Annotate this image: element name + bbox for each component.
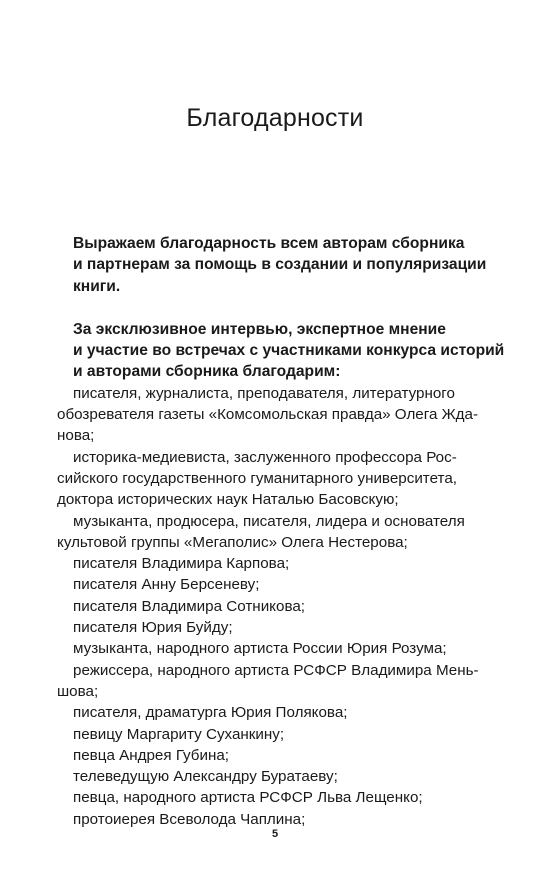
acknowledgement-line: писателя Анну Берсеневу;: [73, 576, 260, 594]
heading-line: и участие во встречах с участниками конкурса историй: [73, 342, 505, 360]
acknowledgement-line: писателя Владимира Карпова;: [73, 555, 290, 573]
heading-line: и авторами сборника благодарим:: [73, 363, 341, 381]
page-body: [57, 233, 505, 830]
acknowledgement-line: певицу Маргариту Суханкину;: [73, 725, 285, 743]
page-number: 5: [271, 828, 279, 840]
acknowledgement-line: певца Андрея Губина;: [73, 746, 230, 764]
acknowledgement-line: протоиерея Всеволода Чаплина;: [73, 810, 306, 828]
acknowledgement-line: доктора исторических наук Наталью Басовскую;: [57, 491, 399, 509]
acknowledgement-line: музыканта, продюсера, писателя, лидера и основателя: [73, 512, 465, 530]
acknowledgement-line: шова;: [57, 682, 99, 700]
acknowledgement-line: писателя Владимира Сотникова;: [73, 597, 306, 615]
acknowledgement-line: писателя, драматурга Юрия Полякова;: [73, 704, 348, 722]
thanks-heading: [73, 319, 505, 383]
acknowledgement-line: музыканта, народного артиста России Юрия Розума;: [73, 640, 447, 658]
page-title: Благодарности: [186, 104, 364, 132]
acknowledgement-line: сийского государственного гуманитарного университета,: [57, 469, 457, 487]
heading-line: За эксклюзивное интервью, экспертное мнение: [73, 320, 446, 338]
acknowledgement-line: обозревателя газеты «Комсомольская правда» Олега Жда-: [57, 406, 479, 424]
acknowledgement-line: историка-медиевиста, заслуженного профессора Рос-: [73, 448, 457, 466]
acknowledgement-line: нова;: [57, 427, 95, 445]
intro-line: Выражаем благодарность всем авторам сборника: [73, 235, 465, 252]
intro-paragraph: [73, 233, 487, 297]
acknowledgement-line: культовой группы «Мегаполис» Олега Нестерова;: [57, 533, 408, 551]
intro-line: и партнерам за помощь в создании и популяризации: [73, 256, 487, 274]
acknowledgement-line: режиссера, народного артиста РСФСР Владимира Мень-: [73, 661, 479, 679]
acknowledgement-list: [57, 383, 479, 830]
acknowledgement-line: писателя, журналиста, преподавателя, литературного: [73, 384, 455, 402]
paragraph-gap: [73, 297, 473, 319]
acknowledgement-line: певца, народного артиста РСФСР Льва Лещенко;: [73, 789, 423, 807]
acknowledgement-line: писателя Юрия Буйду;: [73, 619, 233, 637]
acknowledgement-line: телеведущую Александру Буратаеву;: [73, 768, 338, 786]
intro-line: книги.: [73, 277, 121, 295]
